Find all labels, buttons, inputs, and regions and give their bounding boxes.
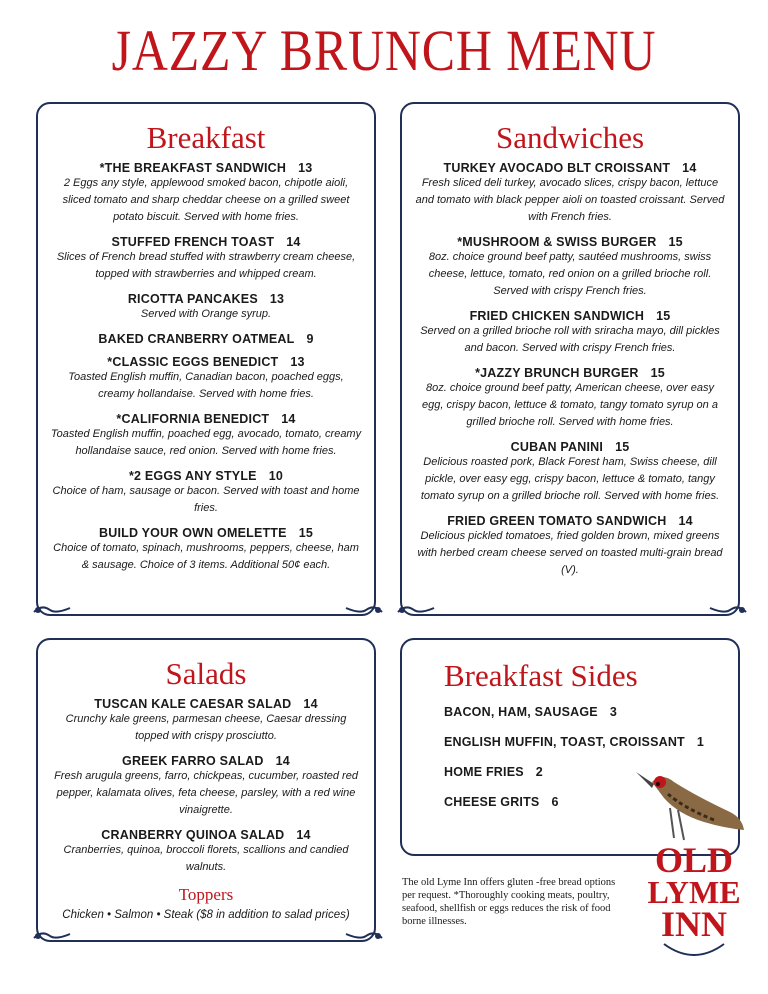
menu-item-name: TURKEY AVOCADO BLT CROISSANT [443,161,671,175]
menu-item [414,514,726,579]
menu-item-price: 15 [668,235,683,249]
menu-item-price: 10 [268,469,284,483]
menu-item [50,161,362,226]
toppers-heading: Toppers [178,885,234,904]
menu-item-name: *CALIFORNIA BENEDICT [116,412,270,426]
allergy-note: The old Lyme Inn offers gluten -free bread options per request. *Thoroughly cooking meats, poultry, seafood, shellfish or eggs reduces the risk of food borne illnesses. [402,877,616,927]
menu-item-price: 9 [306,332,314,346]
menu-item-title [414,514,726,528]
menu-item-name: TUSCAN KALE CAESAR SALAD [94,697,292,711]
menu-item-title [50,526,362,540]
menu-item-price: 14 [281,412,296,426]
menu-item-description: Served with Orange syrup. [140,308,272,320]
side-item-price: 2 [535,765,543,779]
menu-item-price: 14 [303,697,318,711]
side-item-name: HOME FRIES [444,765,524,779]
menu-item-price: 14 [286,235,301,249]
menu-item-name: GREEK FARRO SALAD [122,754,264,768]
side-item [444,735,724,749]
menu-item-title [414,235,726,249]
menu-item-title [50,235,362,249]
swirl-ornament-icon [396,602,436,616]
sandwiches-heading: Sandwiches [495,120,645,155]
sandwiches-panel [400,102,740,616]
menu-item-name: *JAZZY BRUNCH BURGER [475,366,639,380]
menu-item [50,469,362,517]
menu-item [50,526,362,574]
menu-item [50,828,362,876]
menu-item-description: 2 Eggs any style, applewood smoked bacon, chipotle aioli, sliced tomato and sharp cheddar cheese on a grilled sweet potato biscuit. Served with home fries. [62,177,350,223]
menu-item-title [50,332,362,346]
menu-item-price: 14 [296,828,311,842]
menu-item-title [50,697,362,711]
menu-item-title [50,469,362,483]
menu-item-title [50,161,362,175]
menu-item-price: 15 [656,309,671,323]
menu-item-title [50,355,362,369]
breakfast-list [50,161,362,574]
menu-item [50,412,362,460]
menu-item [414,161,726,226]
menu-item [414,235,726,300]
menu-item-description: Served on a grilled brioche roll with sriracha mayo, dill pickles and bacon. Served with crispy French fries. [420,325,720,354]
menu-item-name: RICOTTA PANCAKES [127,292,258,306]
sides-heading: Breakfast Sides [444,658,638,693]
menu-item-name: BAKED CRANBERRY OATMEAL [98,332,295,346]
menu-item-title [50,412,362,426]
menu-item [414,309,726,357]
side-item-price: 6 [551,795,559,809]
menu-item-price: 15 [298,526,313,540]
salads-heading: Salads [165,656,247,691]
menu-item-name: BUILD YOUR OWN OMELETTE [98,526,287,540]
salads-panel [36,638,376,942]
swirl-ornament-icon [32,602,72,616]
menu-item-title [414,366,726,380]
side-item-name: ENGLISH MUFFIN, TOAST, CROISSANT [444,735,685,749]
menu-title: JAZZY BRUNCH MENU [111,18,657,83]
menu-item-name: CUBAN PANINI [510,440,604,454]
toppers-text: Chicken • Salmon • Steak ($8 in addition to salad prices) [62,909,350,921]
side-item-price: 1 [696,735,705,749]
breakfast-panel [36,102,376,616]
old-lyme-inn-logo [634,768,754,968]
salads-list [50,697,362,876]
menu-item [50,754,362,819]
menu-item-description: Toasted English muffin, poached egg, avocado, tomato, creamy hollandaise sauce, red onion. Served with home fries. [50,428,362,457]
menu-item-description: Delicious roasted pork, Black Forest ham, Swiss cheese, dill pickle, over easy egg, crispy bacon, lettuce & tomato, tangy tomato syrup on a grilled brioche roll. Served with home fries. [420,456,720,502]
menu-item-name: STUFFED FRENCH TOAST [111,235,275,249]
menu-item-description: 8oz. choice ground beef patty, American cheese, over easy egg, crispy bacon, lettuce & tomato, tangy tomato syrup on a grilled brioche roll. Served with home fries. [422,382,718,428]
menu-item-title [414,161,726,175]
menu-item-price: 15 [615,440,630,454]
side-item-price: 3 [609,705,617,719]
menu-item-description: Toasted English muffin, Canadian bacon, poached eggs, creamy hollandaise. Served with home fries. [68,371,344,400]
logo-line-old: OLD [654,840,733,880]
menu-item-price: 13 [290,355,305,369]
swirl-ornament-icon [32,928,72,942]
menu-item-price: 13 [298,161,313,175]
menu-item-price: 13 [269,292,285,306]
swirl-ornament-icon [344,602,384,616]
menu-item-price: 14 [678,514,693,528]
side-item-name: CHEESE GRITS [444,795,540,809]
vine-ornament-icon [634,940,754,966]
menu-item-name: *2 EGGS ANY STYLE [128,469,257,483]
menu-item-description: Choice of tomato, spinach, mushrooms, peppers, cheese, ham & sausage. Choice of 3 items. Additional 50¢ each. [53,542,359,571]
menu-item-title [50,828,362,842]
menu-item [50,235,362,283]
menu-item [50,697,362,745]
menu-item-name: *THE BREAKFAST SANDWICH [99,161,287,175]
menu-item-description: Fresh arugula greens, farro, chickpeas, cucumber, roasted red pepper, kalamata olives, feta cheese, parsley, with a red wine vinaigrette. [54,770,358,816]
menu-item [414,440,726,505]
swirl-ornament-icon [708,602,748,616]
menu-item [50,355,362,403]
menu-item-title [414,440,726,454]
menu-item-description: Fresh sliced deli turkey, avocado slices, crispy bacon, lettuce and tomato with black pepper aioli on toasted croissant. Served with French fries. [415,177,725,223]
menu-item-name: *CLASSIC EGGS BENEDICT [107,355,279,369]
menu-item-name: FRIED CHICKEN SANDWICH [469,309,645,323]
woodpecker-icon [634,768,754,848]
menu-item-description: Delicious pickled tomatoes, fried golden brown, mixed greens with herbed cream cheese served on toasted multi-grain bread (V). [417,530,723,576]
menu-item-description: Choice of ham, sausage or bacon. Served with toast and home fries. [52,485,360,514]
menu-item-price: 14 [275,754,290,768]
menu-item-title [414,309,726,323]
swirl-ornament-icon [344,928,384,942]
menu-item-title [50,292,362,306]
menu-item-name: FRIED GREEN TOMATO SANDWICH [447,514,667,528]
menu-item [50,332,362,346]
breakfast-heading: Breakfast [146,120,266,155]
logo-line-lyme: LYME [647,874,741,910]
menu-item [50,292,362,323]
menu-item [414,366,726,431]
menu-item-name: *MUSHROOM & SWISS BURGER [457,235,657,249]
menu-item-description: 8oz. choice ground beef patty, sautéed mushrooms, swiss cheese, lettuce, tomato, red onion on a grilled brioche roll. Served with crispy French fries. [428,251,712,297]
menu-item-description: Cranberries, quinoa, broccoli florets, scallions and candied walnuts. [63,844,349,873]
menu-item-price: 14 [682,161,697,175]
sandwiches-list [414,161,726,579]
side-item [444,705,724,719]
menu-item-description: Slices of French bread stuffed with strawberry cream cheese, topped with strawberries and whipped cream. [56,251,356,280]
menu-item-price: 15 [650,366,665,380]
logo-line-inn: INN [660,904,727,944]
menu-item-description: Crunchy kale greens, parmesan cheese, Caesar dressing topped with crispy prosciutto. [65,713,347,742]
menu-item-title [50,754,362,768]
menu-item-name: CRANBERRY QUINOA SALAD [101,828,285,842]
side-item-name: BACON, HAM, SAUSAGE [444,705,598,719]
